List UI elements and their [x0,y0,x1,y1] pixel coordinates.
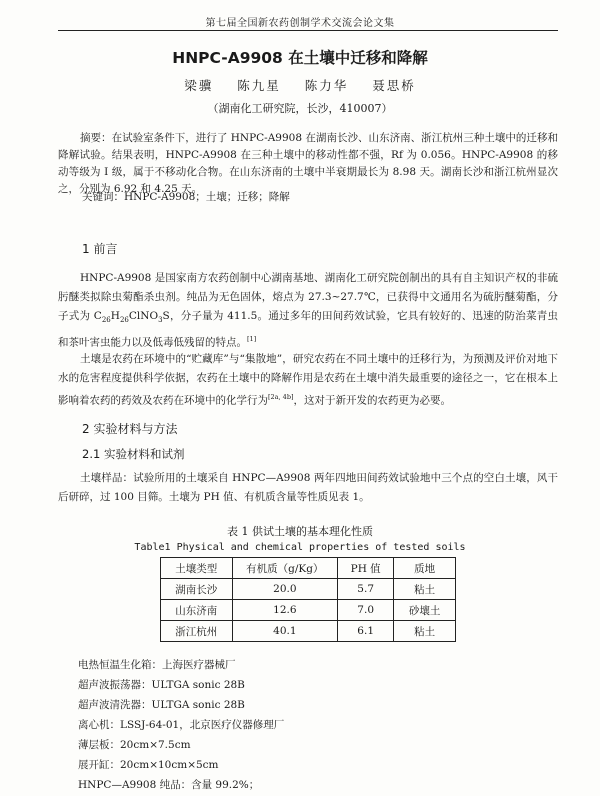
table-cell: 湖南长沙 [161,579,233,600]
subsection-heading-2-1: 2.1 实验材料和试剂 [82,447,185,461]
table-caption-cn: 表 1 供试土壤的基本理化性质 [227,525,373,538]
table-cell: 5.7 [338,579,394,600]
paper-title: HNPC-A9908 在土壤中迁移和降解 [172,49,428,67]
section-heading-1: 1 前言 [82,242,118,256]
table-cell: 粘土 [394,621,456,642]
section-heading-2: 2 实验材料与方法 [82,422,178,436]
abstract: 摘要：在试验室条件下，进行了 HNPC-A9908 在湖南长沙、山东济南、浙江杭州三种土壤中的迁移和降解试验。结果表明，HNPC-A9908 在三种土壤中的移动性都不强，Rf 为 0.056。HNPC-A9908 的移动等级为 I 级，属于不移动化合物。在山东济南的土壤中半衰期最长为 8.98 天。湖南长沙和浙江杭州显次之，分别为 6.92 和 4.25 天。 [58,132,558,195]
table-header-cell: 土壤类型 [161,558,233,579]
header-rule [58,30,558,31]
table-header-cell: 有机质（g/Kg） [232,558,338,579]
table-header-cell: PH 值 [338,558,394,579]
running-header: 第七届全国新农药创制学术交流会论文集 [205,18,395,29]
table-cell: 12.6 [232,600,338,621]
equipment-item: 展开缸：20cm×10cm×5cm [78,759,219,771]
table-cell: 砂壤土 [394,600,456,621]
table-row [161,621,456,642]
table-row [161,579,456,600]
equipment-item: 薄层板：20cm×7.5cm [78,739,191,751]
table-cell: 40.1 [232,621,338,642]
intro-paragraph-2: 土壤是农药在环境中的“贮藏库”与“集散地”，研究农药在不同土壤中的迁移行为，为预测及评价对地下水的危害程度提供科学依据，农药在土壤中的降解作用是农药在土壤中消失最重要的途径之一，它在根本上影响着农药的药效及农药在环境中的化学行为[2a, 4b]，这对于新开发的农药更为必要。 [58,353,558,407]
soil-properties-table [160,557,456,642]
affiliation: （湖南化工研究院，长沙，410007） [207,102,393,115]
citation-ref: [1] [247,335,257,344]
table-cell: 6.1 [338,621,394,642]
citation-ref: [2a, 4b] [268,393,294,401]
soil-sample-paragraph: 土壤样品：试验所用的土壤采自 HNPC—A9908 两年四地田间药效试验地中三个点的空白土壤，风干后研碎，过 100 目筛。土壤为 PH 值、有机质含量等性质见表 1。 [58,472,558,503]
equipment-item: 离心机：LSSJ-64-01，北京医疗仪器修理厂 [78,719,285,731]
author-list: 梁骥 陈九星 陈力华 聂思桥 [184,78,416,93]
equipment-item: HNPC—A9908 纯品：含量 99.2%； [78,779,260,791]
table-header-row [161,558,456,579]
keywords: 关键词：HNPC-A9908；土壤；迁移；降解 [82,191,290,203]
table-caption-en: Table1 Physical and chemical properties of tested soils [134,542,466,553]
equipment-item: 超声波清洗器：ULTGA sonic 28B [78,699,245,711]
table-cell: 20.0 [232,579,338,600]
intro-paragraph-1: HNPC-A9908 是国家南方农药创制中心湖南基地、湖南化工研究院创制出的具有自主知识产权的非硫肟醚类拟除虫菊酯杀虫剂。纯品为无色固体，熔点为 27.3~27.7℃，已获得中文通用名为硫肟醚菊酯，分子式为 $C_{26}H_{26}ClNO_3S$，分子量为 411.5。通过多年的田间药效试验，它具有较好的、迅速的防治菜青虫和茶叶害虫能力以及低毒低残留的特点。[1] [58,272,559,349]
table-cell: 山东济南 [161,600,233,621]
table-cell: 浙江杭州 [161,621,233,642]
table-row [161,600,456,621]
table-cell: 7.0 [338,600,394,621]
table-cell: 粘土 [394,579,456,600]
table-header-cell: 质地 [394,558,456,579]
equipment-item: 电热恒温生化箱：上海医疗器械厂 [78,659,236,671]
equipment-item: 超声波振荡器：ULTGA sonic 28B [78,679,245,691]
